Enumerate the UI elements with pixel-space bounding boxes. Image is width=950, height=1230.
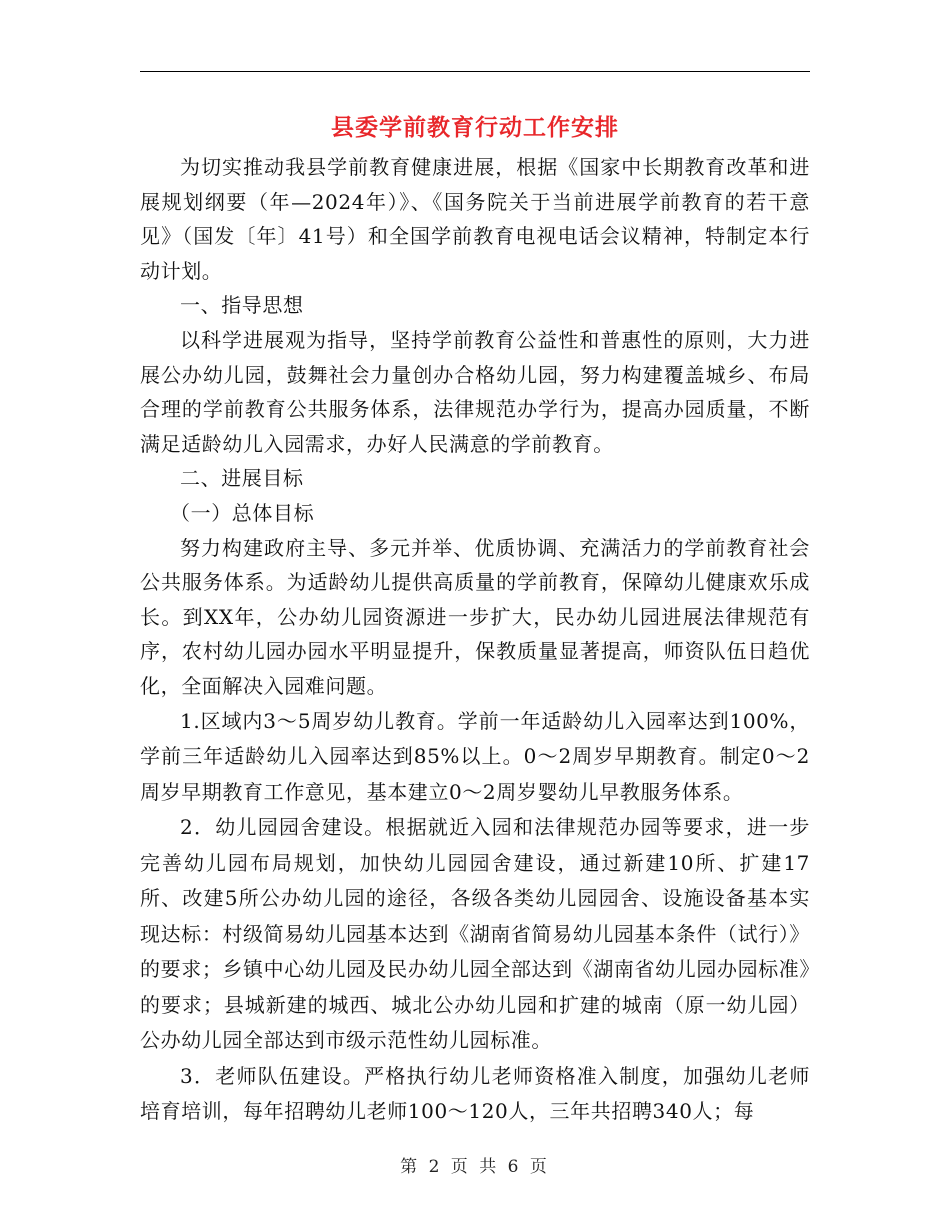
section-heading-development-goals: 二、进展目标: [180, 466, 304, 491]
section-heading-guiding-ideology: 一、指导思想: [180, 293, 304, 318]
document-title: 县委学前教育行动工作安排: [331, 114, 619, 141]
overall-goals-paragraph: 努力构建政府主导、多元并举、优质协调、充满活力的学前教育社会公共服务体系。为适龄幼儿提供高质量的学前教育，保障幼儿健康欢乐成长。到XX年，公办幼儿园资源进一步扩大，民办幼儿园进展法律规范有序，农村幼儿园办园水平明显提升，保教质量显著提高，师资队伍日趋优化，全面解决入园难问题。: [140, 535, 810, 698]
subsection-heading-overall-goals: （一）总体目标: [170, 500, 315, 525]
intro-paragraph: 为切实推动我县学前教育健康进展，根据《国家中长期教育改革和进展规划纲要（年—2024年）》、《国务院关于当前进展学前教育的若干意见》（国发〔年〕41号）和全国学前教育电视电话会议精神，特制定本行动计划。: [140, 155, 810, 283]
goal-item-1-paragraph: 1.区域内3～5周岁幼儿教育。学前一年适龄幼儿入园率达到100%，学前三年适龄幼儿入园率达到85%以上。0～2周岁早期教育。制定0～2周岁早期教育工作意见，基本建立0～2周岁婴幼儿早教服务体系。: [140, 708, 810, 804]
goal-item-2-paragraph: 2．幼儿园园舍建设。根据就近入园和法律规范办园等要求，进一步完善幼儿园布局规划，加快幼儿园园舍建设，通过新建10所、扩建17所、改建5所公办幼儿园的途径，各级各类幼儿园园舍、设施设备基本实现达标：村级简易幼儿园基本达到《湖南省简易幼儿园基本条件（试行）》的要求；乡镇中心幼儿园及民办幼儿园全部达到《湖南省幼儿园办园标准》的要求；县城新建的城西、城北公办幼儿园和扩建的城南（原一幼儿园）公办幼儿园全部达到市级示范性幼儿园标准。: [140, 815, 810, 1052]
guiding-ideology-paragraph: 以科学进展观为指导，坚持学前教育公益性和普惠性的原则，大力进展公办幼儿园，鼓舞社会力量创办合格幼儿园，努力构建覆盖城乡、布局合理的学前教育公共服务体系，法律规范办学行为，提高办园质量，不断满足适龄幼儿入园需求，办好人民满意的学前教育。: [140, 327, 810, 456]
page-indicator: 第 2 页 共 6 页: [400, 1157, 550, 1177]
document-body: [140, 108, 810, 1130]
header-rule: [140, 71, 810, 72]
goal-item-3-paragraph: 3．老师队伍建设。严格执行幼儿老师资格准入制度，加强幼儿老师培育培训，每年招聘幼儿老师100～120人，三年共招聘340人；每: [140, 1063, 810, 1123]
